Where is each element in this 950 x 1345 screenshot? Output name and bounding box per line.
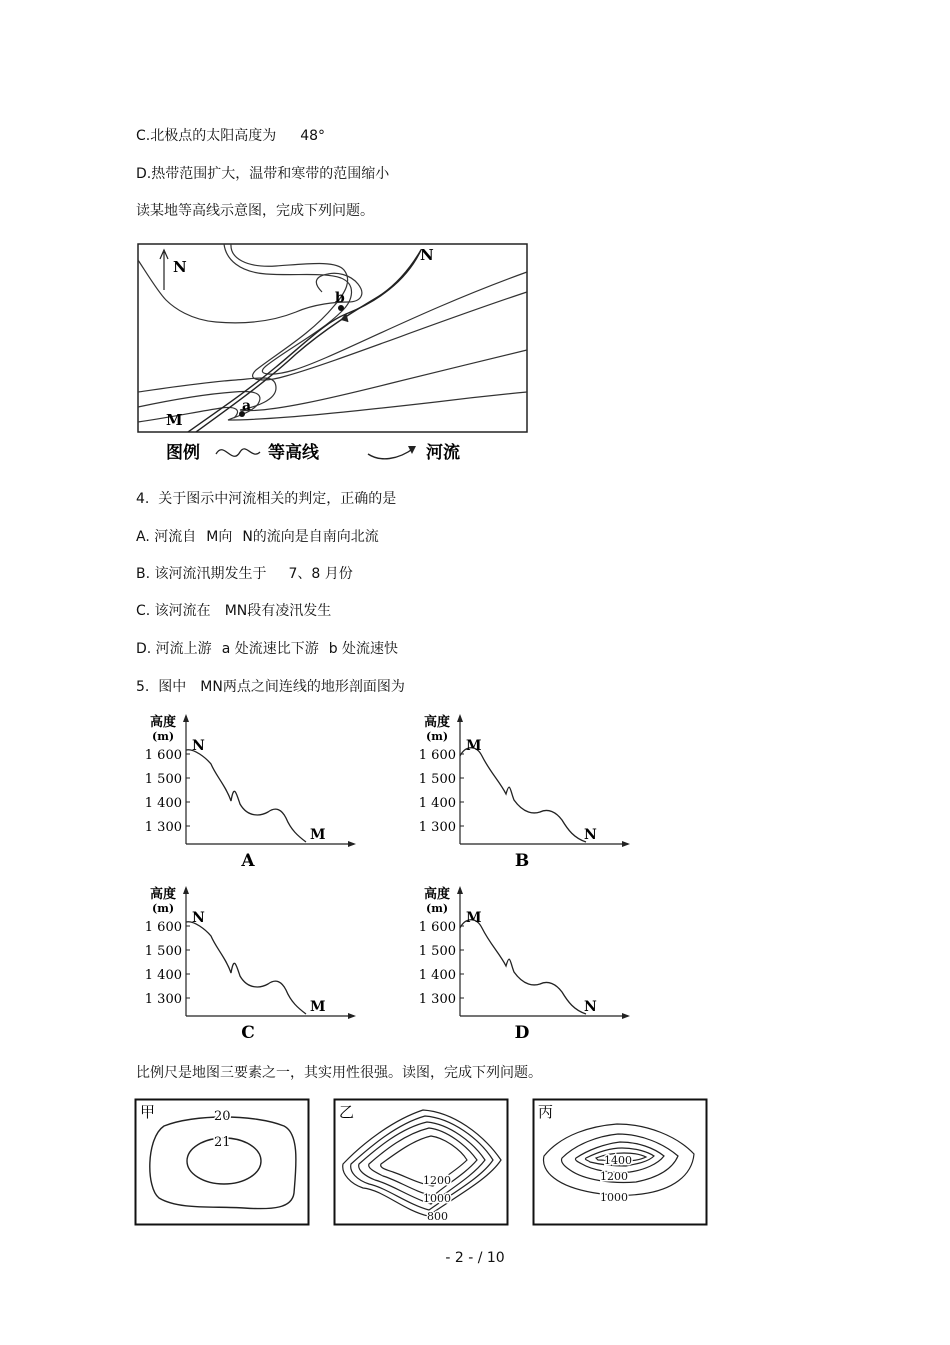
contour-1200: 1200: [600, 1170, 628, 1183]
legend-contour-icon: [216, 449, 260, 456]
profile-curve: [186, 750, 306, 842]
profile-curve: [460, 748, 586, 842]
q4-stem: 4. 关于图示中河流相关的判定，正确的是: [136, 491, 397, 507]
x-axis-arrow-icon: [348, 841, 356, 847]
contour-800: 800: [427, 1210, 448, 1223]
y-axis-label: 高度: [150, 715, 177, 730]
contour-1400: 1400: [604, 1154, 632, 1167]
north-label: N: [173, 258, 187, 276]
y-tick-label: 1 400: [418, 796, 456, 811]
label-jia: 甲: [140, 1103, 156, 1121]
legend-river-label: 河流: [426, 443, 460, 463]
profile-panel-b[interactable]: [410, 706, 640, 866]
y-tick-label: 1 300: [144, 820, 182, 835]
y-tick-label: 1 600: [144, 748, 182, 763]
label-m: M: [166, 411, 183, 429]
y-axis-unit: (m): [152, 902, 175, 915]
contour-21: 21: [214, 1135, 231, 1150]
x-axis-arrow-icon: [622, 841, 630, 847]
y-axis-unit: (m): [152, 730, 175, 743]
intro-contour-map: 读某地等高线示意图，完成下列问题。: [136, 203, 374, 219]
y-tick-label: 1 500: [418, 772, 456, 787]
legend-contour-label: 等高线: [268, 443, 319, 463]
contour-1200: 1200: [423, 1174, 451, 1187]
y-axis-arrow-icon: [457, 714, 463, 722]
y-tick-label: 1 600: [144, 920, 182, 935]
option-d: D.热带范围扩大，温带和寒带的范围缩小: [136, 166, 390, 182]
y-tick-label: 1 500: [418, 944, 456, 959]
y-tick-label: 1 300: [144, 992, 182, 1007]
profile-right-end: N: [584, 827, 597, 843]
profile-curve: [186, 922, 306, 1014]
map-bing: [532, 1098, 708, 1228]
contour-1000: 1000: [600, 1191, 628, 1204]
map-yi: [333, 1098, 509, 1228]
y-axis-arrow-icon: [183, 714, 189, 722]
y-tick-label: 1 400: [144, 796, 182, 811]
q4-option-c: C. 该河流在 MN段有凌汛发生: [136, 603, 332, 619]
y-tick-label: 1 300: [418, 992, 456, 1007]
profile-panel-c[interactable]: [136, 878, 366, 1038]
y-axis-label: 高度: [150, 887, 177, 902]
q4-option-b: B. 该河流汛期发生于 7、8 月份: [136, 566, 353, 582]
label-n: N: [420, 246, 434, 264]
x-axis-arrow-icon: [348, 1013, 356, 1019]
y-axis-unit: (m): [426, 730, 449, 743]
contour-map-figure: [136, 242, 531, 467]
y-tick-label: 1 400: [144, 968, 182, 983]
y-tick-label: 1 600: [418, 920, 456, 935]
panel-label: C: [241, 1023, 255, 1038]
q5-stem: 5. 图中 MN两点之间连线的地形剖面图为: [136, 679, 405, 695]
contour-1000: 1000: [423, 1192, 451, 1205]
profile-left-end: N: [192, 738, 205, 754]
panel-label: A: [241, 851, 255, 866]
north-arrow-icon: [160, 250, 168, 290]
q4-option-d: D. 河流上游 a 处流速比下游 b 处流速快: [136, 641, 399, 657]
y-tick-label: 1 500: [144, 944, 182, 959]
y-tick-label: 1 300: [418, 820, 456, 835]
label-yi: 乙: [339, 1103, 355, 1121]
legend-river-arrow: [408, 446, 416, 454]
contour-20: 20: [214, 1109, 231, 1124]
contour-lines: [138, 244, 527, 422]
intro-scale: 比例尺是地图三要素之一，其实用性很强。读图，完成下列问题。: [136, 1065, 542, 1081]
profile-left-end: N: [192, 910, 205, 926]
label-b: b: [335, 290, 345, 306]
legend-title: 图例: [166, 443, 200, 463]
map-frame: [138, 244, 527, 432]
profile-left-end: M: [466, 738, 482, 754]
profile-right-end: M: [310, 999, 326, 1015]
profile-left-end: M: [466, 910, 482, 926]
y-tick-label: 1 600: [418, 748, 456, 763]
x-axis-arrow-icon: [622, 1013, 630, 1019]
profile-right-end: N: [584, 999, 597, 1015]
panel-label: B: [514, 851, 530, 866]
map-jia: [134, 1098, 310, 1228]
y-axis-arrow-icon: [183, 886, 189, 894]
label-a: a: [242, 398, 252, 414]
profile-panel-a[interactable]: [136, 706, 366, 866]
profile-curve: [460, 920, 586, 1014]
option-c: C.北极点的太阳高度为 48°: [136, 128, 326, 144]
y-axis-arrow-icon: [457, 886, 463, 894]
q4-option-a: A. 河流自 M向 N的流向是自南向北流: [136, 529, 379, 545]
panel-label: D: [514, 1023, 530, 1038]
legend-river-icon: [368, 448, 414, 459]
y-axis-unit: (m): [426, 902, 449, 915]
page-number: - 2 - / 10: [445, 1250, 505, 1266]
y-tick-label: 1 400: [418, 968, 456, 983]
label-bing: 丙: [538, 1103, 554, 1121]
y-axis-label: 高度: [424, 715, 451, 730]
profile-panel-d[interactable]: [410, 878, 640, 1038]
river-line: [188, 250, 421, 432]
y-tick-label: 1 500: [144, 772, 182, 787]
y-axis-label: 高度: [424, 887, 451, 902]
profile-right-end: M: [310, 827, 326, 843]
